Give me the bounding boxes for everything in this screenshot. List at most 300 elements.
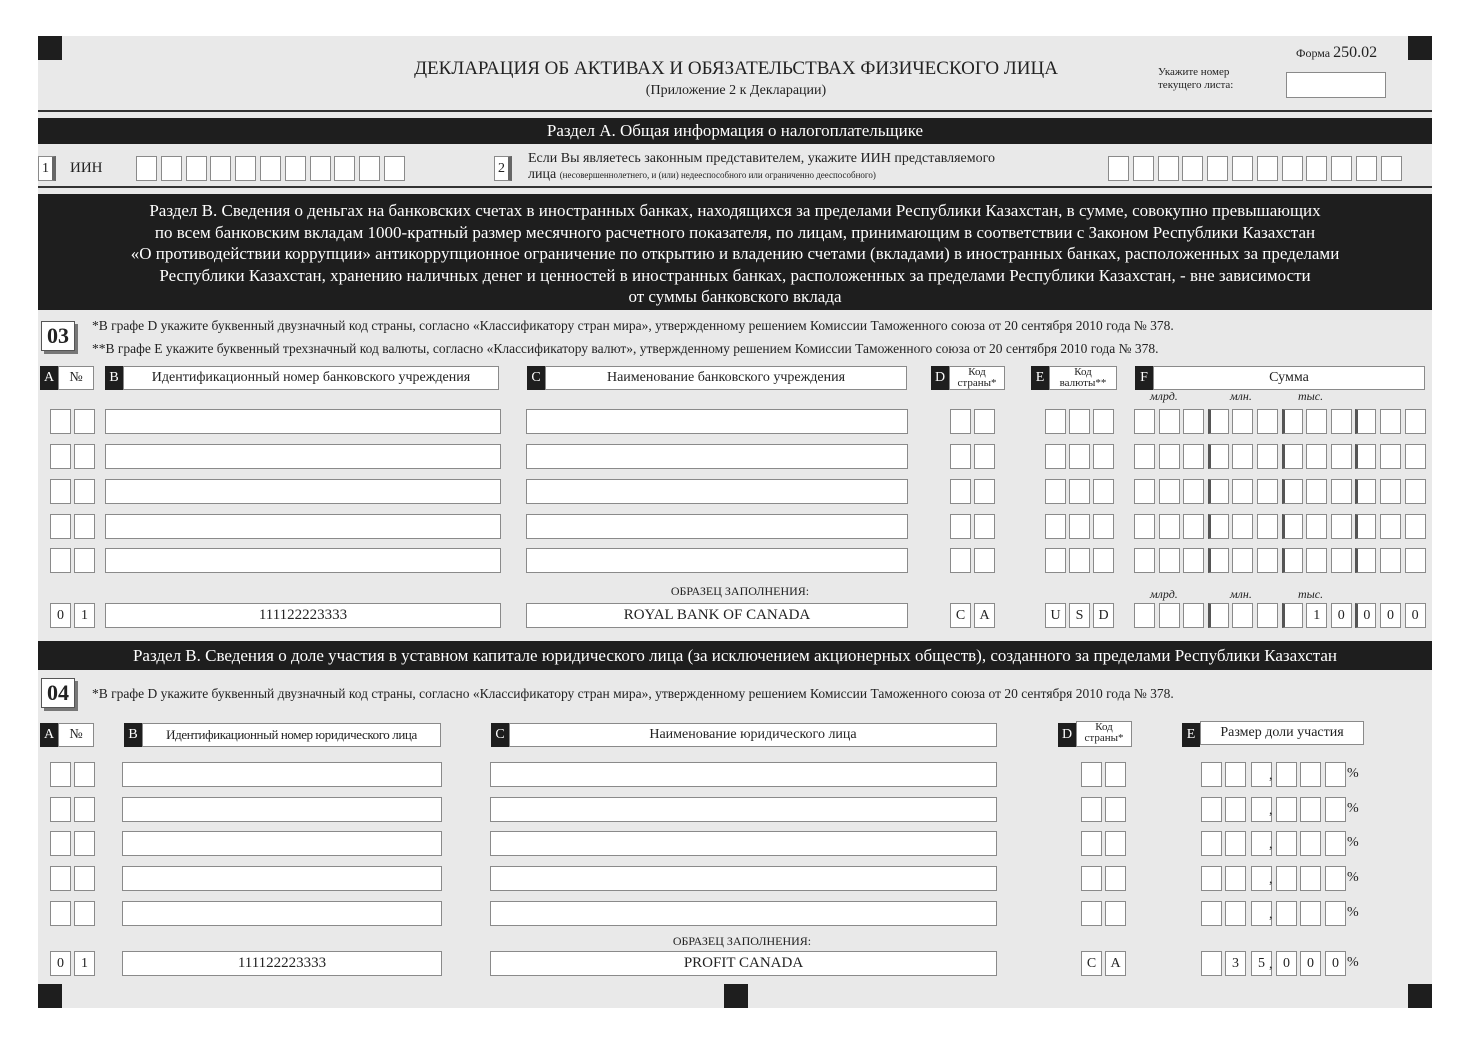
registration-mark-bottom-center <box>724 984 748 1008</box>
amount-cell[interactable] <box>1282 409 1303 434</box>
currency-code-cell[interactable] <box>1093 479 1114 504</box>
section-b1-sample-label: ОБРАЗЕЦ ЗАПОЛНЕНИЯ: <box>670 584 810 598</box>
bank-id-input[interactable] <box>105 548 501 573</box>
amount-cell[interactable] <box>1331 548 1352 573</box>
share-decimal-comma: , <box>1269 837 1273 852</box>
share-cell[interactable] <box>1225 762 1246 787</box>
share-cell[interactable] <box>1300 831 1321 856</box>
field2-label2: лица <box>528 167 557 182</box>
company-country-code-cell[interactable] <box>1081 901 1102 926</box>
share-cell[interactable] <box>1325 901 1346 926</box>
bank-name-input[interactable] <box>526 444 908 469</box>
amount-cell[interactable] <box>1380 479 1401 504</box>
representative-iin-cell[interactable] <box>1306 156 1327 181</box>
currency-code-cell[interactable] <box>1069 514 1090 539</box>
amount-cell[interactable] <box>1257 514 1278 539</box>
country-code-cell[interactable] <box>950 514 971 539</box>
company-name-input[interactable] <box>490 797 997 822</box>
col-d-header-line2: страны* <box>957 377 997 389</box>
company-id-input[interactable] <box>122 762 442 787</box>
amount-cell[interactable] <box>1232 444 1253 469</box>
col2-e-letter: E <box>1182 723 1200 747</box>
amount-cell[interactable] <box>1134 479 1155 504</box>
sample-bank-id: 111122223333 <box>105 603 501 628</box>
col-d-header <box>949 366 1005 390</box>
amount-cell[interactable] <box>1355 479 1376 504</box>
company-country-code-cell[interactable] <box>1105 797 1126 822</box>
col2-d-letter: D <box>1058 723 1076 747</box>
company-id-input[interactable] <box>122 797 442 822</box>
amount-cell[interactable] <box>1232 409 1253 434</box>
amount-cell[interactable] <box>1331 409 1352 434</box>
representative-iin-cell[interactable] <box>1282 156 1303 181</box>
field2-number: 2 <box>494 156 512 181</box>
amount-cell[interactable] <box>1306 409 1327 434</box>
representative-iin-cell[interactable] <box>1158 156 1179 181</box>
header-divider <box>38 110 1432 112</box>
form-subtitle: (Приложение 2 к Декларации) <box>645 83 827 98</box>
amount-cell[interactable] <box>1232 514 1253 539</box>
sample-scale-thousands: тыс. <box>1298 587 1324 601</box>
amount-cell[interactable] <box>1355 548 1376 573</box>
company-country-code-cell[interactable] <box>1081 866 1102 891</box>
company-id-input[interactable] <box>122 831 442 856</box>
sample-share-cell: 5 <box>1251 951 1272 976</box>
sample-company-country-cell: A <box>1105 951 1126 976</box>
company-name-input[interactable] <box>490 901 997 926</box>
share-cell[interactable] <box>1276 797 1297 822</box>
amount-cell[interactable] <box>1159 548 1180 573</box>
row-number-cell[interactable] <box>74 444 95 469</box>
row-number-cell[interactable] <box>74 409 95 434</box>
col-e-header-line1: Код <box>1074 366 1092 378</box>
section-b2-sample-label: ОБРАЗЕЦ ЗАПОЛНЕНИЯ: <box>672 934 812 948</box>
amount-cell[interactable] <box>1380 514 1401 539</box>
currency-code-cell[interactable] <box>1045 409 1066 434</box>
iin-cell[interactable] <box>161 156 182 181</box>
field1-number: 1 <box>38 156 56 181</box>
share-cell[interactable] <box>1201 762 1222 787</box>
form-title: ДЕКЛАРАЦИЯ ОБ АКТИВАХ И ОБЯЗАТЕЛЬСТВАХ ФИЗИЧЕСКОГО ЛИЦА <box>414 58 1058 79</box>
sample-scale-billions: млрд. <box>1150 587 1178 601</box>
col2-e-header: Размер доли участия <box>1200 721 1364 745</box>
iin-cell[interactable] <box>260 156 281 181</box>
iin-cell[interactable] <box>235 156 256 181</box>
amount-cell[interactable] <box>1380 409 1401 434</box>
share-cell[interactable] <box>1276 866 1297 891</box>
share-cell[interactable] <box>1325 762 1346 787</box>
company-country-code-cell[interactable] <box>1081 762 1102 787</box>
sample-row-number-cell: 1 <box>74 603 95 628</box>
sample-share-cell: 3 <box>1225 951 1246 976</box>
row-number-cell[interactable] <box>50 444 71 469</box>
representative-iin-cell[interactable] <box>1381 156 1402 181</box>
amount-cell[interactable] <box>1282 548 1303 573</box>
share-cell[interactable] <box>1325 831 1346 856</box>
amount-cell[interactable] <box>1159 514 1180 539</box>
amount-cell[interactable] <box>1159 444 1180 469</box>
currency-code-cell[interactable] <box>1093 514 1114 539</box>
sample-company-name: PROFIT CANADA <box>490 951 997 976</box>
sheet-number-input[interactable] <box>1286 72 1386 98</box>
col2-d-header-line2: страны* <box>1084 732 1124 744</box>
share-decimal-comma: , <box>1269 768 1273 783</box>
share-cell[interactable] <box>1276 901 1297 926</box>
country-code-cell[interactable] <box>974 514 995 539</box>
currency-code-cell[interactable] <box>1069 479 1090 504</box>
representative-iin-cell[interactable] <box>1232 156 1253 181</box>
company-name-input[interactable] <box>490 866 997 891</box>
amount-cell[interactable] <box>1208 514 1229 539</box>
iin-cell[interactable] <box>384 156 405 181</box>
sample-amount-cell: 0 <box>1380 603 1401 628</box>
share-cell[interactable] <box>1201 797 1222 822</box>
amount-cell[interactable] <box>1282 479 1303 504</box>
sheet-hint <box>1158 66 1233 92</box>
col-d-letter: D <box>931 366 949 390</box>
amount-cell[interactable] <box>1208 409 1229 434</box>
scale-millions: млн. <box>1230 389 1252 403</box>
amount-cell[interactable] <box>1232 479 1253 504</box>
col-e-header <box>1049 366 1117 390</box>
country-code-cell[interactable] <box>974 479 995 504</box>
sample-scale-millions: млн. <box>1230 587 1252 601</box>
section-b1-title-line5: от суммы банковского вклада <box>628 287 842 306</box>
currency-code-cell[interactable] <box>1093 548 1114 573</box>
col-a-header: № <box>58 366 94 390</box>
amount-cell[interactable] <box>1306 514 1327 539</box>
sample-amount-cell <box>1282 603 1303 628</box>
sheet-hint-line1: Укажите номер <box>1158 66 1230 78</box>
col2-a-letter: A <box>40 723 58 747</box>
amount-cell[interactable] <box>1134 548 1155 573</box>
iin-cell[interactable] <box>310 156 331 181</box>
representative-iin-cell[interactable] <box>1133 156 1154 181</box>
iin-cell[interactable] <box>359 156 380 181</box>
currency-code-cell[interactable] <box>1045 479 1066 504</box>
share-cell[interactable] <box>1201 831 1222 856</box>
amount-cell[interactable] <box>1208 548 1229 573</box>
form-label-text: Форма <box>1296 46 1331 60</box>
sample-amount-cell <box>1232 603 1253 628</box>
amount-cell[interactable] <box>1306 444 1327 469</box>
amount-cell[interactable] <box>1232 548 1253 573</box>
col2-d-header <box>1076 721 1132 747</box>
sample-amount-cell <box>1183 603 1204 628</box>
scale-billions: млрд. <box>1150 389 1178 403</box>
share-percent-sign: % <box>1347 766 1359 781</box>
field2-label-text: Если Вы являетесь законным представителем, укажите ИИН представляемого <box>528 151 996 166</box>
country-code-cell[interactable] <box>974 548 995 573</box>
bank-name-input[interactable] <box>526 514 908 539</box>
country-code-cell[interactable] <box>950 479 971 504</box>
amount-cell[interactable] <box>1380 548 1401 573</box>
amount-cell[interactable] <box>1134 514 1155 539</box>
section-a-divider <box>38 186 1432 188</box>
amount-cell[interactable] <box>1257 444 1278 469</box>
iin-cell[interactable] <box>186 156 207 181</box>
amount-cell[interactable] <box>1183 514 1204 539</box>
amount-cell[interactable] <box>1183 479 1204 504</box>
sample-share-cell: 0 <box>1325 951 1346 976</box>
registration-mark-bottom-left <box>38 984 62 1008</box>
sample-amount-cell <box>1159 603 1180 628</box>
sample-currency-code-cell: U <box>1045 603 1066 628</box>
amount-cell[interactable] <box>1257 548 1278 573</box>
share-cell[interactable] <box>1300 762 1321 787</box>
amount-cell[interactable] <box>1355 514 1376 539</box>
form-label <box>1296 44 1377 62</box>
sample-company-country-cell: C <box>1081 951 1102 976</box>
share-cell[interactable] <box>1276 831 1297 856</box>
amount-cell[interactable] <box>1405 444 1426 469</box>
company-name-input[interactable] <box>490 831 997 856</box>
sample-amount-cell <box>1257 603 1278 628</box>
sample2-row-number-cell: 0 <box>50 951 71 976</box>
col-d-header-line1: Код <box>968 366 986 378</box>
representative-iin-cell[interactable] <box>1108 156 1129 181</box>
scale-thousands: тыс. <box>1298 389 1324 403</box>
currency-code-cell[interactable] <box>1069 548 1090 573</box>
col-b-header: Идентификационный номер банковского учреждения <box>123 366 499 390</box>
iin-cell[interactable] <box>285 156 306 181</box>
col-a-letter: A <box>40 366 58 390</box>
share-cell[interactable] <box>1225 901 1246 926</box>
amount-cell[interactable] <box>1208 479 1229 504</box>
bank-name-input[interactable] <box>526 548 908 573</box>
amount-cell[interactable] <box>1257 479 1278 504</box>
col-e-header-line2: валюты** <box>1059 377 1107 389</box>
row2-number-cell[interactable] <box>50 866 71 891</box>
amount-cell[interactable] <box>1159 479 1180 504</box>
currency-code-cell[interactable] <box>1069 444 1090 469</box>
amount-cell[interactable] <box>1331 514 1352 539</box>
amount-cell[interactable] <box>1282 444 1303 469</box>
amount-cell[interactable] <box>1331 444 1352 469</box>
col-f-header: Сумма <box>1153 366 1425 390</box>
sample-share-cell: 0 <box>1276 951 1297 976</box>
col-c-letter: C <box>527 366 545 390</box>
section-b1-title-line3: «О противодействии коррупции» антикоррупционное ограничение по открытию и владению счетами (вкладами) в иностранных банках, расположенных за пределами <box>130 244 1340 263</box>
col-e-letter: E <box>1031 366 1049 390</box>
row-number-cell[interactable] <box>50 548 71 573</box>
representative-iin-cell[interactable] <box>1356 156 1377 181</box>
amount-cell[interactable] <box>1282 514 1303 539</box>
row-number-cell[interactable] <box>74 548 95 573</box>
share-decimal-comma: , <box>1269 803 1273 818</box>
col-b-letter: B <box>105 366 123 390</box>
share-cell[interactable] <box>1325 797 1346 822</box>
company-country-code-cell[interactable] <box>1105 831 1126 856</box>
share-cell[interactable] <box>1300 901 1321 926</box>
row2-number-cell[interactable] <box>50 831 71 856</box>
company-country-code-cell[interactable] <box>1105 762 1126 787</box>
section-number-03: 03 <box>41 321 75 351</box>
row-number-cell[interactable] <box>74 514 95 539</box>
sample-bank-name: ROYAL BANK OF CANADA <box>526 603 908 628</box>
company-id-input[interactable] <box>122 866 442 891</box>
sample-amount-cell: 1 <box>1306 603 1327 628</box>
col2-a-header: № <box>58 723 94 747</box>
sample2-row-number-cell: 1 <box>74 951 95 976</box>
section-b2-note1: *В графе D укажите буквенный двузначный код страны, согласно «Классификатору стран мира», утвержденному решением Комиссии Таможенного союза от 20 сентября 2010 года № 378. <box>92 686 1174 701</box>
sheet-hint-line2: текущего листа: <box>1158 79 1234 91</box>
country-code-cell[interactable] <box>974 444 995 469</box>
bank-id-input[interactable] <box>105 409 501 434</box>
amount-cell[interactable] <box>1257 409 1278 434</box>
field2-note: (несовершеннолетнего, и (или) недееспособного или ограниченно дееспособного) <box>559 170 876 180</box>
row-number-cell[interactable] <box>50 409 71 434</box>
registration-mark-bottom-right <box>1408 984 1432 1008</box>
share-cell[interactable] <box>1300 797 1321 822</box>
sample-currency-code-cell: S <box>1069 603 1090 628</box>
col2-c-letter: C <box>491 723 509 747</box>
company-id-input[interactable] <box>122 901 442 926</box>
bank-id-input[interactable] <box>105 479 501 504</box>
row2-number-cell[interactable] <box>50 901 71 926</box>
company-country-code-cell[interactable] <box>1105 901 1126 926</box>
section-b2-title: Раздел В. Сведения о доле участия в уставном капитале юридического лица (за исключением акционерных обществ), созданного за пределами Республики Казахстан <box>38 641 1432 670</box>
section-b1-title-line4: Республики Казахстан, хранению наличных денег и ценностей в иностранных банках, расположенных за пределами Республики Казахстан, - вне зависимости <box>159 265 1311 285</box>
currency-code-cell[interactable] <box>1093 444 1114 469</box>
amount-cell[interactable] <box>1306 479 1327 504</box>
amount-cell[interactable] <box>1331 479 1352 504</box>
bank-id-input[interactable] <box>105 514 501 539</box>
row2-number-cell[interactable] <box>74 831 95 856</box>
amount-cell[interactable] <box>1183 548 1204 573</box>
sample-amount-cell <box>1134 603 1155 628</box>
bank-name-input[interactable] <box>526 479 908 504</box>
representative-iin-cell[interactable] <box>1207 156 1228 181</box>
company-country-code-cell[interactable] <box>1081 797 1102 822</box>
section-a-title: Раздел А. Общая информация о налогоплательщике <box>38 118 1432 144</box>
representative-iin-cell[interactable] <box>1182 156 1203 181</box>
amount-cell[interactable] <box>1134 409 1155 434</box>
row2-number-cell[interactable] <box>74 866 95 891</box>
section-b1-note1: *В графе D укажите буквенный двузначный код страны, согласно «Классификатору стран мира», утвержденному решением Комиссии Таможенного союза от 20 сентября 2010 года № 378. <box>92 318 1174 333</box>
currency-code-cell[interactable] <box>1069 409 1090 434</box>
sample-amount-cell: 0 <box>1355 603 1376 628</box>
row2-number-cell[interactable] <box>74 901 95 926</box>
share-cell[interactable] <box>1225 831 1246 856</box>
row-number-cell[interactable] <box>50 514 71 539</box>
country-code-cell[interactable] <box>950 548 971 573</box>
registration-mark-top-right <box>1408 36 1432 60</box>
sample-amount-cell: 0 <box>1405 603 1426 628</box>
country-code-cell[interactable] <box>950 444 971 469</box>
col2-b-letter: B <box>124 723 142 747</box>
country-code-cell[interactable] <box>950 409 971 434</box>
share-cell[interactable] <box>1201 866 1222 891</box>
amount-cell[interactable] <box>1183 409 1204 434</box>
share-percent-sign: % <box>1347 801 1359 816</box>
share-cell[interactable] <box>1201 901 1222 926</box>
amount-cell[interactable] <box>1355 409 1376 434</box>
sample-amount-cell: 0 <box>1331 603 1352 628</box>
share-cell[interactable] <box>1276 762 1297 787</box>
currency-code-cell[interactable] <box>1093 409 1114 434</box>
share-percent-sign: % <box>1347 870 1359 885</box>
share-cell[interactable] <box>1300 866 1321 891</box>
amount-cell[interactable] <box>1134 444 1155 469</box>
company-country-code-cell[interactable] <box>1105 866 1126 891</box>
amount-cell[interactable] <box>1405 514 1426 539</box>
currency-code-cell[interactable] <box>1045 444 1066 469</box>
iin-cell[interactable] <box>334 156 355 181</box>
amount-cell[interactable] <box>1159 409 1180 434</box>
sample-currency-code-cell: D <box>1093 603 1114 628</box>
share-decimal-comma: , <box>1269 907 1273 922</box>
section-b1-title-line1: Раздел В. Сведения о деньгах на банковских счетах в иностранных банках, находящихся за пределами Республики Казахстан, в сумме, совокупно превышающих <box>149 201 1321 220</box>
section-b1-title <box>38 194 1432 310</box>
iin-cell[interactable] <box>210 156 231 181</box>
representative-iin-cell[interactable] <box>1331 156 1352 181</box>
sample-country-code-cell: A <box>974 603 995 628</box>
row2-number-cell[interactable] <box>50 797 71 822</box>
amount-cell[interactable] <box>1405 548 1426 573</box>
amount-cell[interactable] <box>1183 444 1204 469</box>
col-c-header: Наименование банковского учреждения <box>545 366 907 390</box>
sample-row-number-cell: 0 <box>50 603 71 628</box>
sample-share-percent-sign: % <box>1347 955 1359 970</box>
share-cell[interactable] <box>1225 866 1246 891</box>
iin-cell[interactable] <box>136 156 157 181</box>
sample-country-code-cell: C <box>950 603 971 628</box>
col-f-letter: F <box>1135 366 1153 390</box>
col2-d-header-line1: Код <box>1095 721 1113 733</box>
amount-cell[interactable] <box>1208 444 1229 469</box>
section-b1-title-line2: по всем банковским вкладам 1000-кратный размер месячного расчетного показателя, по лицам, принимающим в соответствии с Законом Республики Казахстан <box>154 222 1316 242</box>
col2-c-header: Наименование юридического лица <box>509 723 997 747</box>
field1-label: ИИН <box>70 160 103 176</box>
registration-mark-top-left <box>38 36 62 60</box>
currency-code-cell[interactable] <box>1045 548 1066 573</box>
row2-number-cell[interactable] <box>74 797 95 822</box>
section-b1-note2: **В графе E укажите буквенный трехзначный код валюты, согласно «Классификатору валют», утвержденному решением Комиссии Таможенного союза от 20 сентября 2010 года № 378. <box>92 341 1159 356</box>
sample-share-cell <box>1201 951 1222 976</box>
share-cell[interactable] <box>1325 866 1346 891</box>
share-cell[interactable] <box>1225 797 1246 822</box>
form-number: 250.02 <box>1333 44 1378 61</box>
amount-cell[interactable] <box>1405 409 1426 434</box>
currency-code-cell[interactable] <box>1045 514 1066 539</box>
amount-cell[interactable] <box>1306 548 1327 573</box>
company-name-input[interactable] <box>490 762 997 787</box>
sample-company-id: 111122223333 <box>122 951 442 976</box>
share-decimal-comma: , <box>1269 872 1273 887</box>
sample-amount-cell <box>1208 603 1229 628</box>
bank-id-input[interactable] <box>105 444 501 469</box>
row-number-cell[interactable] <box>50 479 71 504</box>
field2-label <box>528 151 995 183</box>
share-percent-sign: % <box>1347 905 1359 920</box>
row2-number-cell[interactable] <box>74 762 95 787</box>
row-number-cell[interactable] <box>74 479 95 504</box>
company-country-code-cell[interactable] <box>1081 831 1102 856</box>
row2-number-cell[interactable] <box>50 762 71 787</box>
section-number-04: 04 <box>41 678 75 708</box>
share-percent-sign: % <box>1347 835 1359 850</box>
sample-share-decimal-comma: , <box>1269 957 1273 972</box>
representative-iin-cell[interactable] <box>1257 156 1278 181</box>
amount-cell[interactable] <box>1380 444 1401 469</box>
sample-share-cell: 0 <box>1300 951 1321 976</box>
amount-cell[interactable] <box>1405 479 1426 504</box>
amount-cell[interactable] <box>1355 444 1376 469</box>
country-code-cell[interactable] <box>974 409 995 434</box>
bank-name-input[interactable] <box>526 409 908 434</box>
col2-b-header: Идентификационный номер юридического лица <box>142 723 441 747</box>
